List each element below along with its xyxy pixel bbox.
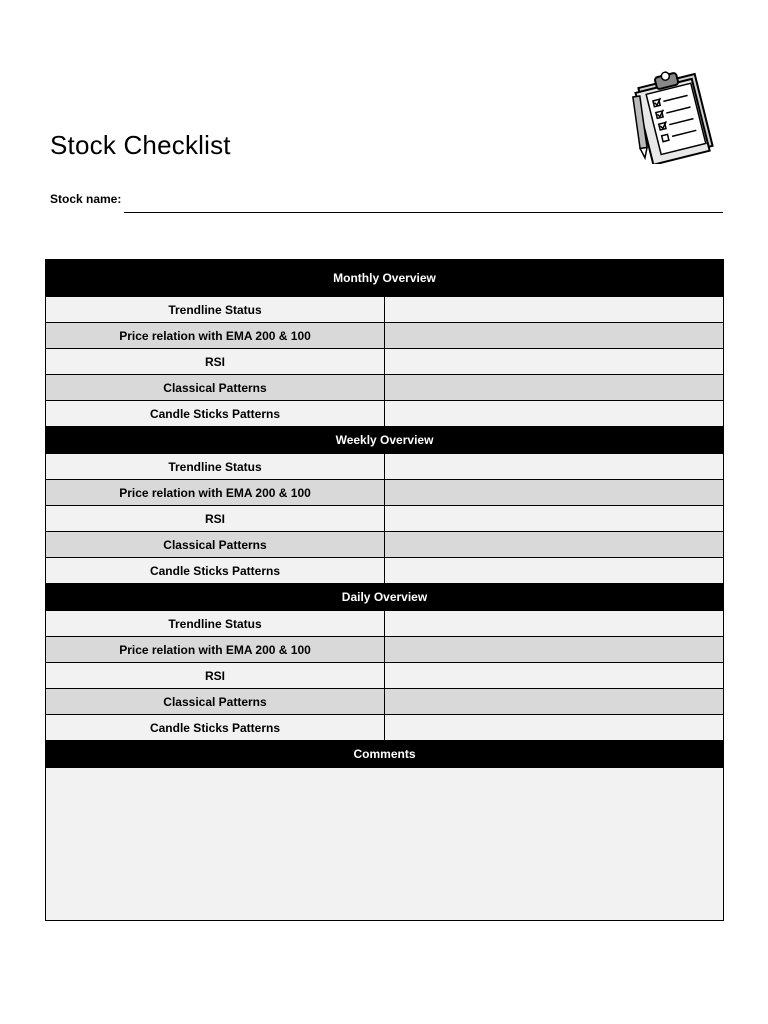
- row-label: Classical Patterns: [46, 375, 385, 401]
- row-value-cell[interactable]: [385, 375, 724, 401]
- row-label: RSI: [46, 506, 385, 532]
- comments-header: [46, 741, 724, 768]
- table-row: [46, 401, 724, 427]
- row-label: Candle Sticks Patterns: [46, 715, 385, 741]
- row-value-cell[interactable]: [385, 323, 724, 349]
- row-value-cell[interactable]: [385, 401, 724, 427]
- page-title: Stock Checklist: [50, 130, 231, 160]
- table-row: [46, 532, 724, 558]
- row-value-cell[interactable]: [385, 663, 724, 689]
- row-label: Trendline Status: [46, 611, 385, 637]
- stock-name-label: Stock name:: [50, 192, 122, 206]
- section-heading: Monthly Overview: [46, 260, 724, 297]
- row-label: Price relation with EMA 200 & 100: [46, 323, 385, 349]
- row-label: Price relation with EMA 200 & 100: [46, 480, 385, 506]
- row-label: Candle Sticks Patterns: [46, 558, 385, 584]
- section-header-weekly: [46, 427, 724, 454]
- section-heading: Daily Overview: [46, 584, 724, 611]
- comments-heading: Comments: [46, 741, 724, 768]
- row-label: Classical Patterns: [46, 689, 385, 715]
- table-row: [46, 715, 724, 741]
- section-header-monthly: [46, 260, 724, 297]
- stock-name-field[interactable]: [124, 212, 723, 213]
- checklist-table: [45, 259, 724, 921]
- row-label: RSI: [46, 663, 385, 689]
- row-value-cell[interactable]: [385, 637, 724, 663]
- row-label: Candle Sticks Patterns: [46, 401, 385, 427]
- row-value-cell[interactable]: [385, 349, 724, 375]
- table-row: [46, 454, 724, 480]
- row-value-cell[interactable]: [385, 532, 724, 558]
- row-label: Trendline Status: [46, 297, 385, 323]
- table-row: [46, 558, 724, 584]
- row-value-cell[interactable]: [385, 689, 724, 715]
- table-row: [46, 689, 724, 715]
- section-header-daily: [46, 584, 724, 611]
- table-row: [46, 480, 724, 506]
- table-row: [46, 637, 724, 663]
- table-row: [46, 349, 724, 375]
- row-value-cell[interactable]: [385, 454, 724, 480]
- table-row: [46, 663, 724, 689]
- row-value-cell[interactable]: [385, 480, 724, 506]
- row-value-cell[interactable]: [385, 506, 724, 532]
- table-row: [46, 506, 724, 532]
- row-label: Trendline Status: [46, 454, 385, 480]
- row-label: Price relation with EMA 200 & 100: [46, 637, 385, 663]
- table-row: [46, 375, 724, 401]
- row-value-cell[interactable]: [385, 558, 724, 584]
- section-heading: Weekly Overview: [46, 427, 724, 454]
- table-row: [46, 323, 724, 349]
- row-label: RSI: [46, 349, 385, 375]
- row-label: Classical Patterns: [46, 532, 385, 558]
- clipboard-checklist-icon: [628, 66, 722, 164]
- comments-row: [46, 768, 724, 921]
- table-row: [46, 297, 724, 323]
- table-row: [46, 611, 724, 637]
- row-value-cell[interactable]: [385, 297, 724, 323]
- row-value-cell[interactable]: [385, 715, 724, 741]
- comments-area[interactable]: [46, 768, 724, 921]
- row-value-cell[interactable]: [385, 611, 724, 637]
